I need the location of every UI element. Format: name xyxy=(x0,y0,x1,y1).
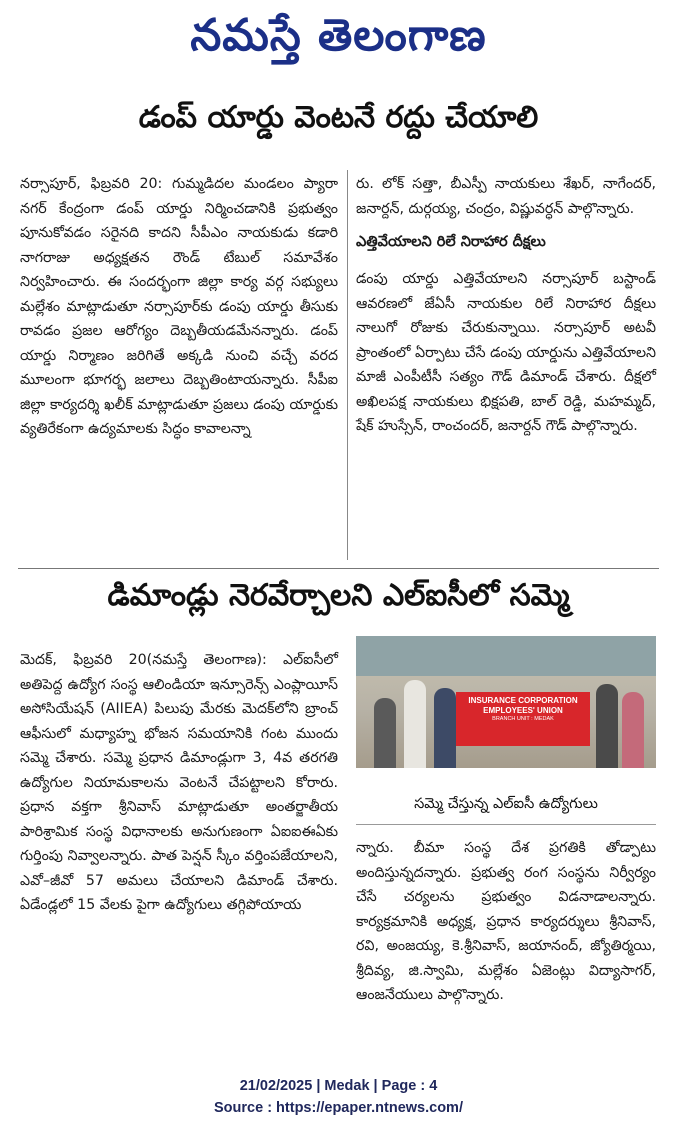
footer-date-page: 21/02/2025 | Medak | Page : 4 xyxy=(239,1078,438,1094)
footer-source: Source : https://epaper.ntnews.com/ xyxy=(214,1100,463,1116)
news-photo xyxy=(356,636,656,768)
article1-headline: డంప్ యార్డు వెంటనే రద్దు చేయాలి xyxy=(138,100,539,135)
article1-subheading: ఎత్తివేయాలని రిలే నిరాహార దీక్షలు xyxy=(356,234,546,250)
article1-left-column xyxy=(20,172,338,442)
masthead-title: నమస్తే తెలంగాణ xyxy=(190,10,487,61)
article2-right-column xyxy=(356,836,656,1008)
article2-left-column xyxy=(20,648,338,918)
column-divider xyxy=(347,170,348,560)
photo-caption: సమ్మె చేస్తున్న ఎల్ఐసీ ఉద్యోగులు xyxy=(414,796,598,812)
photo-background-wall xyxy=(356,636,656,676)
article1-left-text: నర్సాపూర్, ఫిబ్రవరి 20: గుమ్మడిదల మండలం ప్యారా నగర్ కేంద్రంగా డంప్ యార్డు నిర్మించడానికి ప్రభుత్వం పూనుకోవడం సరైనది కాదని సీపీఎం నాయకుడు కడారి నాగరాజు అధ్యక్షతన రౌండ్ టేబుల్ సమావేశం నిర్వహించారు. ఈ సందర్భంగా జిల్లా కార్య వర్గ సభ్యులు మల్లేశం మాట్లాడుతూ నర్సాపూర్‌కు డంపు యార్డు తీసుకు రావడం ప్రజల ఆరోగ్యం దెబ్బతీయడమేనన్నారు. డంప్ యార్డు నిర్మాణం జరిగితే అక్కడి నుంచి వచ్చే వరద మూలంగా భూగర్భ జలాలు దెబ్బతింటాయన్నారు. సీపీఐ జిల్లా కార్యదర్శి ఖలీక్ మాట్లాడుతూ ప్రజలు డంపు యార్డుకు వ్యతిరేకంగా ఉద్యమాలకు సిద్ధం కావాలన్నా xyxy=(20,176,338,437)
photo-person xyxy=(374,698,396,768)
article2-headline: డిమాండ్లు నెరవేర్చాలని ఎల్ఐసీలో సమ్మె xyxy=(107,578,570,613)
caption-rule xyxy=(356,824,656,825)
article1-right-column xyxy=(356,172,656,439)
banner-line-3: BRANCH UNIT : MEDAK xyxy=(492,716,554,722)
article2-right-text: న్నారు. బీమా సంస్థ దేశ ప్రగతికి తోడ్పాటు అందిస్తున్నదన్నారు. ప్రభుత్వ రంగ సంస్థను నిర్వీర్యం చేసే చర్యలను ప్రభుత్వం విడనాడాలన్నారు. కార్యక్రమానికి అధ్యక్ష, ప్రధాన కార్యదర్శులు శ్రీనివాస్, రవి, అంజయ్య, కె.శ్రీనివాస్, జయానంద్, జ్యోతిర్మయి, శ్రీదివ్య, జి.స్వామి, మల్లేశం ఏజెంట్లు విద్యాసాగర్, ఆంజనేయులు పాల్గొన్నారు. xyxy=(356,840,656,1003)
banner-line-1: INSURANCE CORPORATION xyxy=(468,696,578,705)
photo-person xyxy=(434,688,456,768)
banner-line-2: EMPLOYEES' UNION xyxy=(483,706,563,715)
article2-left-text: మెదక్, ఫిబ్రవరి 20(నమస్తే తెలంగాణ): ఎల్ఐసీలో అతిపెద్ద ఉద్యోగ సంస్థ ఆలిండియా ఇన్సూరెన్స్ ఎంప్లాయీస్ అసోసియేషన్ (AIIEA) పిలుపు మేరకు మెదక్‌లోని బ్రాంచ్ ఆఫీసులో మధ్యాహ్న భోజన సమయానికి గంట ముందు సమ్మె చేశారు. సమ్మె ప్రధాన డిమాండ్లుగా 3, 4వ తరగతి ఉద్యోగుల నియామకాలను వెంటనే చేపట్టాలని కోరారు. ప్రధాన వక్తగా శ్రీనివాస్ మాట్లాడుతూ అంతర్జాతీయ పారిశ్రామిక సంస్థ విధానాలకు అనుగుణంగా ఏఐఐఈఏకు గుర్తింపు నివ్వాలన్నారు. పాత పెన్షన్ స్కీం వర్తింపజేయాలని, ఎవో–జీవో 57 అమలు చేయాలని డిమాండ్ చేశారు. ఏడేండ్లలో 15 వేలకు పైగా ఉద్యోగులు తగ్గిపోయాయ xyxy=(20,652,338,913)
article-divider xyxy=(18,568,659,569)
photo-person xyxy=(596,684,618,768)
photo-person xyxy=(622,692,644,768)
newspaper-masthead xyxy=(0,0,677,90)
article1-right-text-bottom: డంపు యార్డు ఎత్తివేయాలని నర్సాపూర్ బస్టాండ్ ఆవరణలో జేఏసీ నాయకుల రిలే నిరాహార దీక్షలు నాలుగో రోజుకు చేరుకున్నాయి. నర్సాపూర్ అటవీ ప్రాంతంలో ఏర్పాటు చేసే డంపు యార్డును ఎత్తివేయాలని మాజీ ఎంపీటీసీ సత్యం గౌడ్ డిమాండ్ చేశారు. దీక్షలో అఖిలపక్ష నాయకులు భిక్షపతి, బాల్ రెడ్డి, మహమ్మద్, షేక్ హుస్సేన్, రాంచందర్, జనార్దన్ గౌడ్ పాల్గొన్నారు. xyxy=(356,271,656,434)
photo-person xyxy=(404,680,426,768)
article1-right-text-top: రు. లోక్ సత్తా, బీఎస్పీ నాయకులు శేఖర్, నాగేందర్, జనార్దన్, దుర్గయ్య, చంద్రం, విష్ణువర్ధన్ పాల్గొన్నారు. xyxy=(356,176,656,217)
union-banner xyxy=(456,692,590,746)
